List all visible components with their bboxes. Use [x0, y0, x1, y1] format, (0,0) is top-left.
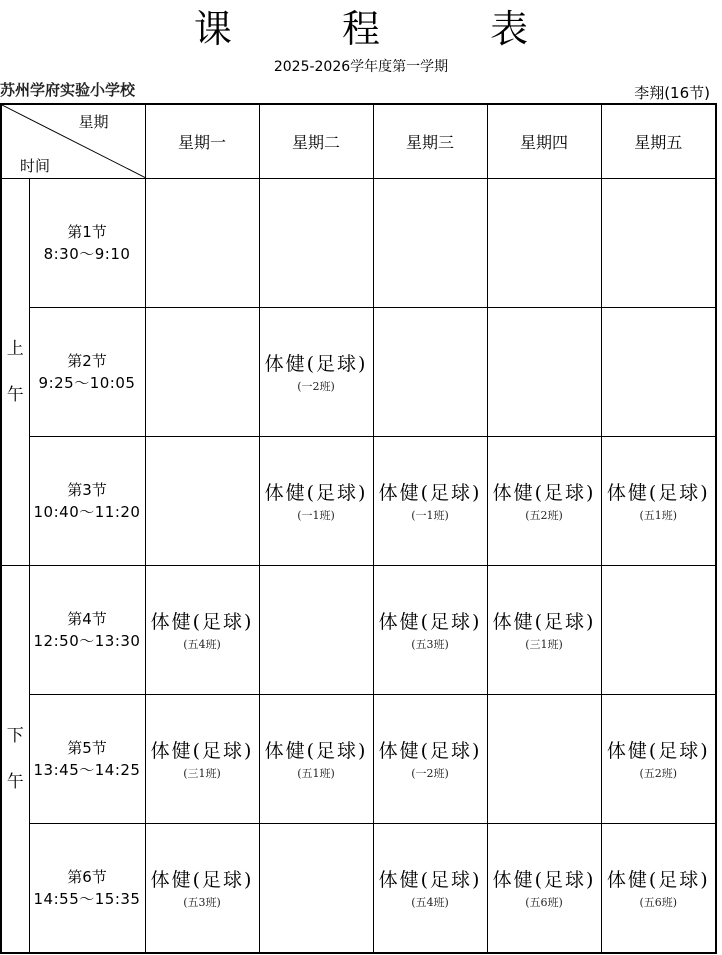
corner-cell	[1, 104, 145, 179]
class-label: (五3班)	[183, 896, 221, 909]
title-char: 表	[490, 7, 529, 51]
class-label: (五4班)	[183, 638, 221, 651]
class-label: (三1班)	[525, 638, 563, 651]
schedule-cell	[145, 824, 259, 954]
half-day-char: 午	[6, 385, 24, 405]
table-row	[1, 695, 716, 824]
day-header: 星期五	[601, 104, 716, 179]
schedule-cell	[373, 308, 487, 437]
course-name: 体健(足球)	[150, 740, 254, 762]
semester-subtitle: 2025-2026学年度第一学期	[273, 59, 449, 75]
period-name: 第5节	[67, 739, 107, 757]
table-row	[1, 824, 716, 954]
class-label: (一1班)	[297, 509, 335, 522]
period-cell	[29, 824, 145, 954]
table-row	[1, 437, 716, 566]
course-name: 体健(足球)	[378, 482, 482, 504]
timetable	[0, 103, 717, 954]
period-name: 第3节	[67, 481, 107, 499]
schedule-cell	[145, 695, 259, 824]
schedule-cell	[601, 824, 716, 954]
day-header: 星期一	[145, 104, 259, 179]
schedule-cell	[601, 308, 716, 437]
schedule-cell	[259, 566, 373, 695]
schedule-cell	[259, 437, 373, 566]
class-label: (五6班)	[525, 896, 563, 909]
course-name: 体健(足球)	[264, 740, 368, 762]
schedule-cell	[601, 566, 716, 695]
table-row	[1, 308, 716, 437]
schedule-cell	[487, 566, 601, 695]
period-time: 8:30～9:10	[43, 245, 131, 263]
period-time: 14:55～15:35	[33, 890, 141, 908]
course-name: 体健(足球)	[492, 482, 596, 504]
class-label: (三1班)	[183, 767, 221, 780]
table-row	[1, 566, 716, 695]
schedule-cell	[487, 308, 601, 437]
schedule-cell	[259, 308, 373, 437]
class-label: (五4班)	[411, 896, 449, 909]
half-day-char: 午	[6, 772, 24, 792]
class-label: (一2班)	[297, 380, 335, 393]
schedule-cell	[373, 179, 487, 308]
course-name: 体健(足球)	[378, 869, 482, 891]
title-char: 程	[341, 7, 380, 51]
period-time: 9:25～10:05	[38, 374, 136, 392]
schedule-cell	[487, 437, 601, 566]
half-day-cell	[1, 179, 29, 566]
schedule-cell	[487, 695, 601, 824]
course-name: 体健(足球)	[150, 869, 254, 891]
period-name: 第4节	[67, 610, 107, 628]
table-row	[1, 179, 716, 308]
period-time: 12:50～13:30	[33, 632, 141, 650]
schedule-cell	[145, 437, 259, 566]
class-label: (五1班)	[297, 767, 335, 780]
course-name: 体健(足球)	[264, 353, 368, 375]
course-name: 体健(足球)	[606, 869, 710, 891]
course-name: 体健(足球)	[378, 740, 482, 762]
schedule-cell	[259, 695, 373, 824]
period-name: 第2节	[67, 352, 107, 370]
schedule-cell	[259, 824, 373, 954]
schedule-cell	[487, 824, 601, 954]
period-time: 10:40～11:20	[33, 503, 141, 521]
course-name: 体健(足球)	[492, 611, 596, 633]
period-cell	[29, 437, 145, 566]
schedule-cell	[487, 179, 601, 308]
class-label: (五6班)	[639, 896, 678, 909]
course-name: 体健(足球)	[606, 740, 710, 762]
corner-time-label: 时间	[20, 157, 51, 175]
schedule-cell	[601, 179, 716, 308]
schedule-cell	[601, 437, 716, 566]
schedule-cell	[145, 308, 259, 437]
period-name: 第1节	[67, 223, 107, 241]
day-header: 星期三	[373, 104, 487, 179]
period-cell	[29, 695, 145, 824]
schedule-cell	[601, 695, 716, 824]
class-label: (五2班)	[525, 509, 563, 522]
corner-day-label: 星期	[78, 113, 109, 131]
course-name: 体健(足球)	[150, 611, 254, 633]
period-cell	[29, 179, 145, 308]
schedule-cell	[145, 566, 259, 695]
schedule-cell	[373, 695, 487, 824]
half-day-char: 下	[6, 726, 24, 746]
day-header: 星期四	[487, 104, 601, 179]
course-name: 体健(足球)	[492, 869, 596, 891]
course-name: 体健(足球)	[606, 482, 710, 504]
course-name: 体健(足球)	[378, 611, 482, 633]
schedule-cell	[145, 179, 259, 308]
period-cell	[29, 566, 145, 695]
period-time: 13:45～14:25	[33, 761, 141, 779]
class-label: (五1班)	[639, 509, 678, 522]
period-name: 第6节	[67, 868, 107, 886]
teacher-name: 李翔(16节)	[634, 84, 710, 102]
half-day-cell	[1, 566, 29, 954]
school-name: 苏州学府实验小学校	[0, 81, 136, 99]
page-title	[0, 4, 722, 54]
half-day-char: 上	[6, 339, 24, 359]
class-label: (一2班)	[411, 767, 449, 780]
class-label: (五3班)	[411, 638, 449, 651]
class-label: (五2班)	[639, 767, 678, 780]
schedule-cell	[373, 566, 487, 695]
schedule-cell	[373, 824, 487, 954]
class-label: (一1班)	[411, 509, 449, 522]
title-char: 课	[193, 7, 232, 51]
schedule-cell	[373, 437, 487, 566]
schedule-cell	[259, 179, 373, 308]
course-name: 体健(足球)	[264, 482, 368, 504]
day-header: 星期二	[259, 104, 373, 179]
period-cell	[29, 308, 145, 437]
